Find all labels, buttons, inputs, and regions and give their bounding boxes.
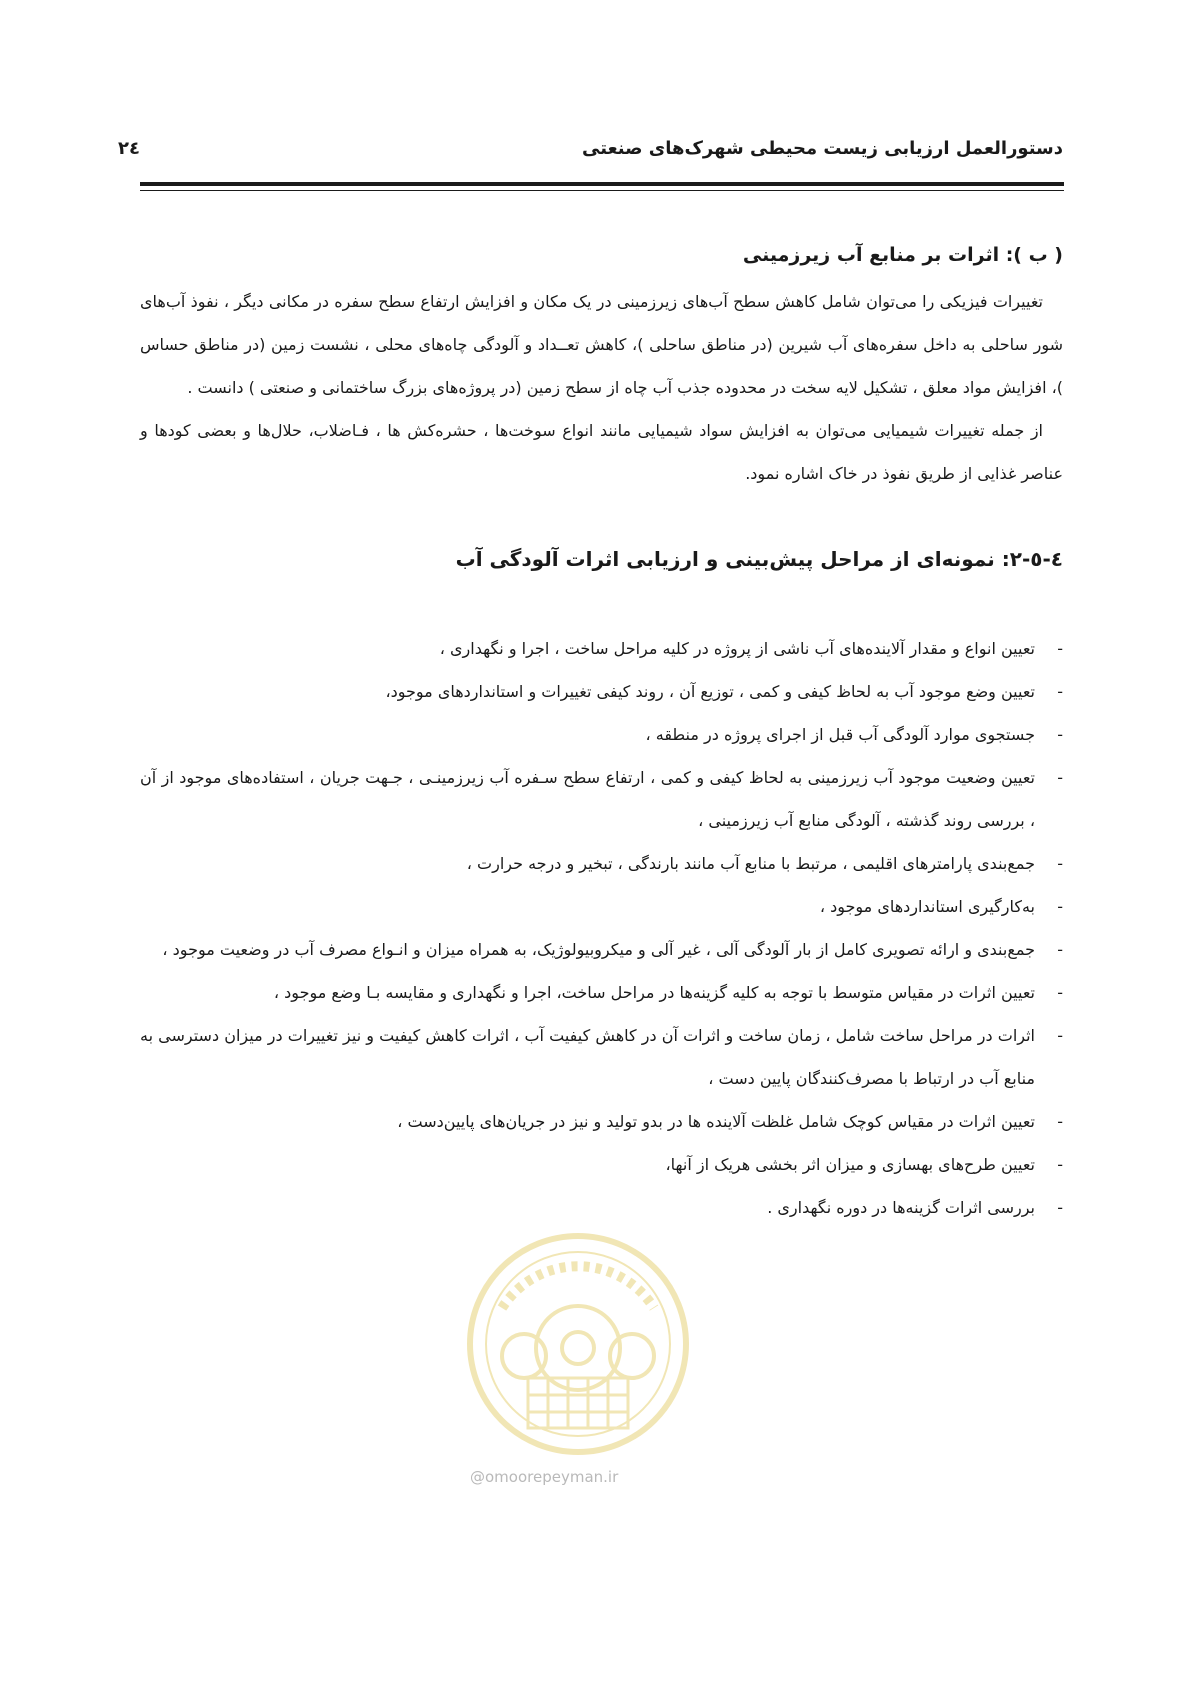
list-item-text: به‌کارگیری استانداردهای موجود ،	[819, 897, 1035, 916]
bullet-dash: -	[1057, 1155, 1063, 1174]
list-item	[140, 756, 1063, 842]
list-item-text: تعیین وضعیت موجود آب زیرزمینی به لحاظ کیفی و کمی ، ارتفاع سطح سـفره آب زیرزمینـی ، جـهت جریان ، استفاده‌های موجود از آن ، بررسی روند گذشته ، آلودگی منابع آب زیرزمینی ،	[140, 768, 1035, 830]
list-item	[140, 928, 1063, 971]
bullet-dash: -	[1057, 983, 1063, 1002]
bullet-dash: -	[1057, 768, 1063, 787]
bullet-dash: -	[1057, 1112, 1063, 1131]
section-b-paragraph-chemical: از جمله تغییرات شیمیایی می‌توان به افزایش سواد شیمیایی مانند انواع سوخت‌ها ، حشره‌کش ها ، فـاضلاب، حلال‌ها و بعضی کودها و عناصر غذایی از طریق نفوذ در خاک اشاره نمود.	[140, 421, 1063, 483]
list-item-text: تعیین وضع موجود آب به لحاظ کیفی و کمی ، توزیع آن ، روند کیفی تغییرات و استانداردهای موجود،	[385, 682, 1035, 701]
list-item-text: جمع‌بندی و ارائه تصویری کامل از بار آلودگی آلی ، غیر آلی و میکروبیولوژیک، به همراه میزان و انـواع مصرف آب در وضعیت موجود ،	[162, 940, 1035, 959]
list-item-text: اثرات در مراحل ساخت شامل ، زمان ساخت و اثرات آن در کاهش کیفیت آب ، اثرات کاهش کیفیت و نیز تغییرات در میزان دسترسی به منابع آب در ارتباط با مصرف‌کنندگان پایین دست ،	[140, 1026, 1035, 1088]
header-rule-thick	[140, 182, 1064, 186]
list-item	[140, 885, 1063, 928]
list-item	[140, 713, 1063, 756]
list-item-text: جمع‌بندی پارامترهای اقلیمی ، مرتبط با منابع آب مانند بارندگی ، تبخیر و درجه حرارت ،	[466, 854, 1035, 873]
list-item	[140, 670, 1063, 713]
assessment-steps-list	[140, 627, 1063, 1229]
list-item	[140, 842, 1063, 885]
bullet-dash: -	[1057, 725, 1063, 744]
running-title: دستورالعمل ارزیابی زیست محیطی شهرک‌های صنعتی	[582, 138, 1063, 159]
section-b-heading: ( ب ): اثرات بر منابع آب زیرزمینی	[742, 244, 1063, 266]
bullet-dash: -	[1057, 1026, 1063, 1045]
list-item-text: بررسی اثرات گزینه‌ها در دوره نگهداری .	[767, 1198, 1035, 1217]
list-item	[140, 627, 1063, 670]
list-item-text: تعیین طرح‌های بهسازی و میزان اثر بخشی هریک از آنها،	[665, 1155, 1035, 1174]
bullet-dash: -	[1057, 639, 1063, 658]
header-rule-thin	[140, 190, 1064, 191]
page-body	[140, 240, 1063, 1229]
list-item	[140, 1186, 1063, 1229]
bullet-dash: -	[1057, 682, 1063, 701]
list-item-text: جستجوی موارد آلودگی آب قبل از اجرای پروژه در منطقه ،	[645, 725, 1035, 744]
list-item	[140, 971, 1063, 1014]
list-item	[140, 1100, 1063, 1143]
list-item-text: تعیین انواع و مقدار آلاینده‌های آب ناشی از پروژه در کلیه مراحل ساخت ، اجرا و نگهداری ،	[439, 639, 1035, 658]
list-item	[140, 1014, 1063, 1100]
bullet-dash: -	[1057, 1198, 1063, 1217]
watermark-seal-icon	[462, 1228, 694, 1460]
page-number: ٢٤	[118, 138, 140, 159]
section-4-5-2-heading: ٤-٥-٢: نمونه‌ای از مراحل پیش‌بینی و ارزیابی اثرات آلودگی آب	[455, 547, 1063, 571]
bullet-dash: -	[1057, 897, 1063, 916]
list-item	[140, 1143, 1063, 1186]
watermark-url: @omoorepeyman.ir	[470, 1468, 619, 1486]
bullet-dash: -	[1057, 854, 1063, 873]
list-item-text: تعیین اثرات در مقیاس متوسط با توجه به کلیه گزینه‌ها در مراحل ساخت، اجرا و نگهداری و مقایسه بـا وضع موجود ،	[273, 983, 1035, 1002]
section-b-paragraph-physical: تغییرات فیزیکی را می‌توان شامل کاهش سطح آب‌های زیرزمینی در یک مکان و افزایش ارتفاع سطح سفره در مکانی دیگر ، نفوذ آب‌های شور ساحلی به داخل سفره‌های آب شیرین (در مناطق ساحلی )، کاهش تعــداد و آلودگی چاه‌های محلی ، نشست زمین (در مناطق حساس )، افزایش مواد معلق ، تشکیل لایه سخت در محدوده جذب آب چاه از سطح زمین (در پروژه‌های بزرگ ساختمانی و صنعتی ) دانست .	[140, 292, 1063, 397]
page-header	[118, 138, 1063, 178]
bullet-dash: -	[1057, 940, 1063, 959]
list-item-text: تعیین اثرات در مقیاس کوچک شامل غلظت آلاینده ها در بدو تولید و نیز در جریان‌های پایین‌دست ،	[397, 1112, 1035, 1131]
